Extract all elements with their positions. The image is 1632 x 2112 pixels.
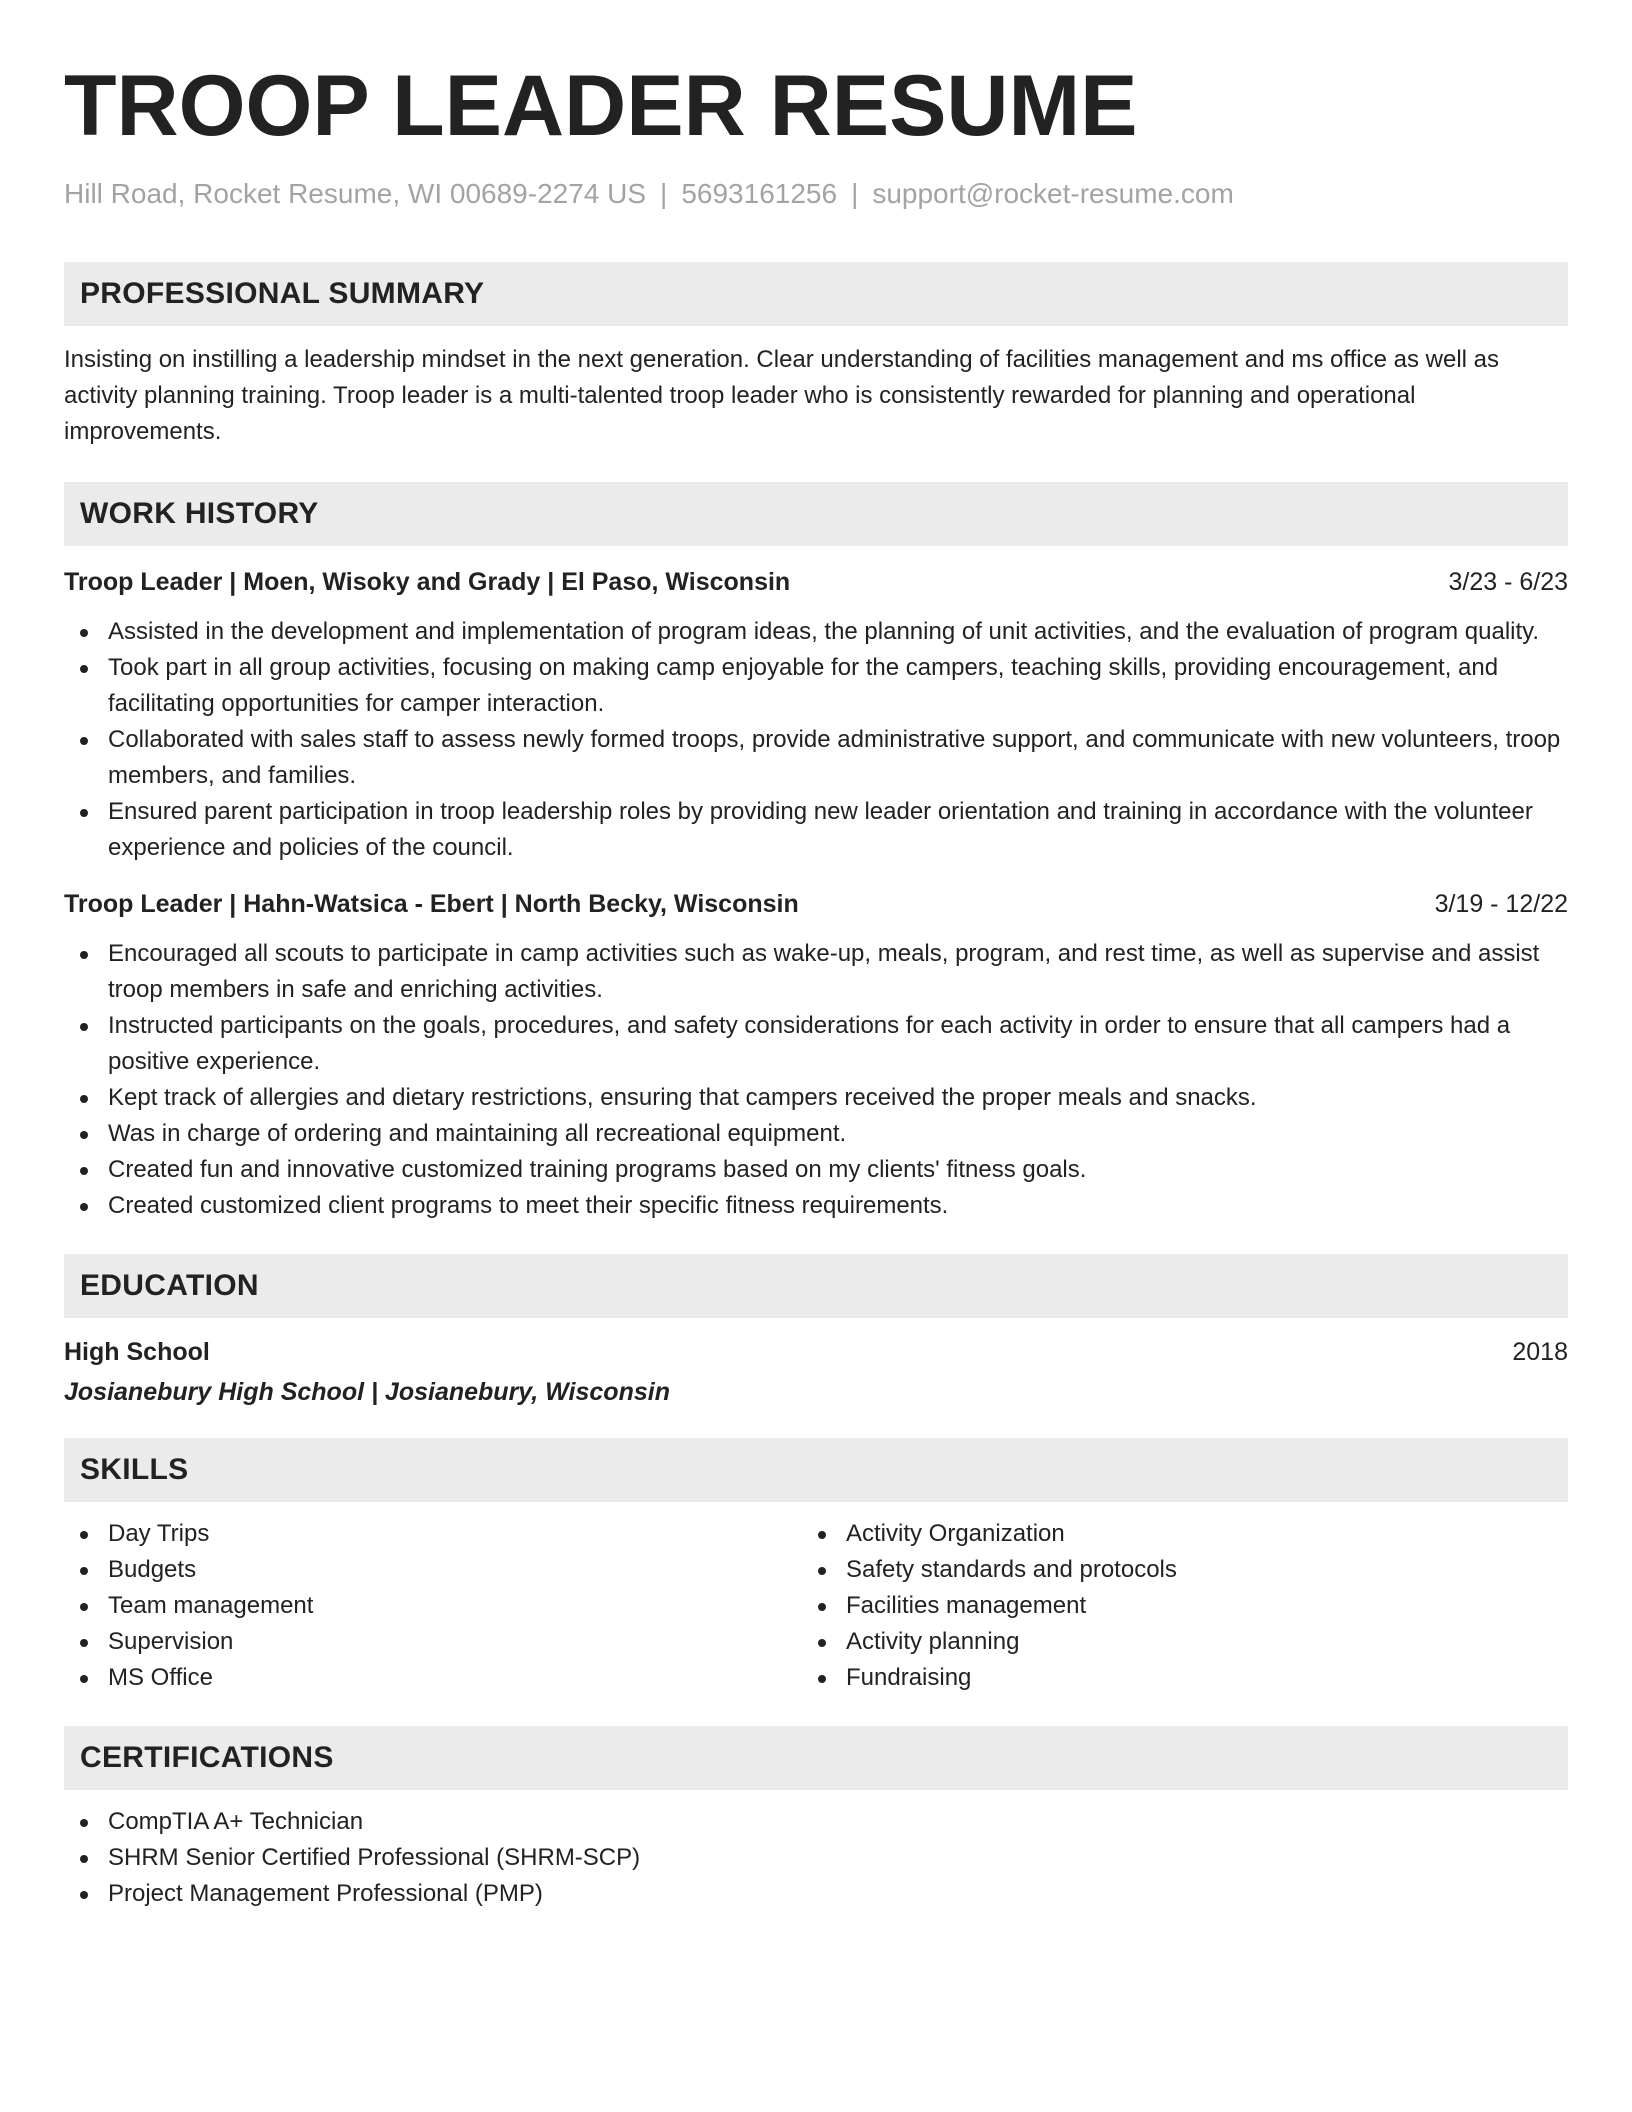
job-bullet: Was in charge of ordering and maintaining all recreational equipment. — [64, 1116, 1568, 1152]
summary-text: Insisting on instilling a leadership mindset in the next generation. Clear understanding of facilities management and ms office as well as activity planning training. Troop leader is a multi-talented troop leader who is consistently rewarded for planning and operational improvements. — [64, 346, 1500, 445]
job-bullet-list — [64, 936, 1568, 1224]
job-bullet: Instructed participants on the goals, procedures, and safety considerations for each activity in order to ensure that all campers had a positive experience. — [64, 1008, 1568, 1080]
skills-column-right — [802, 1516, 1540, 1696]
skill-item: Supervision — [64, 1624, 802, 1660]
education-degree: High School — [64, 1338, 210, 1366]
skill-item: Facilities management — [802, 1588, 1540, 1624]
contact-email: support@rocket-resume.com — [872, 178, 1234, 209]
skills-list — [64, 1516, 802, 1696]
job-bullet-list — [64, 614, 1568, 866]
section-header-education: EDUCATION — [64, 1254, 1568, 1318]
job-bullet: Created fun and innovative customized training programs based on my clients' fitness goals. — [64, 1152, 1568, 1188]
contact-address: Hill Road, Rocket Resume, WI 00689-2274 US — [64, 178, 647, 209]
job-heading-line — [64, 564, 1568, 600]
education-heading-line — [64, 1334, 1568, 1370]
job-entry — [64, 564, 1568, 866]
contact-separator: | — [660, 178, 668, 209]
education-school: Josianebury High School | Josianebury, Wisconsin — [64, 1378, 670, 1406]
job-entry — [64, 886, 1568, 1224]
job-bullet: Collaborated with sales staff to assess newly formed troops, provide administrative support, and communicate with new volunteers, troop members, and families. — [64, 722, 1568, 794]
job-dates: 3/19 - 12/22 — [1434, 890, 1568, 918]
contact-line — [64, 176, 1568, 212]
certification-item: Project Management Professional (PMP) — [64, 1876, 1568, 1912]
education-year: 2018 — [1512, 1338, 1568, 1366]
job-bullet: Ensured parent participation in troop leadership roles by providing new leader orientation and training in accordance with the volunteer experience and policies of the council. — [64, 794, 1568, 866]
certifications-list — [64, 1804, 1568, 1912]
section-header-work-history: WORK HISTORY — [64, 482, 1568, 546]
certification-item: CompTIA A+ Technician — [64, 1804, 1568, 1840]
section-header-certifications: CERTIFICATIONS — [64, 1726, 1568, 1790]
job-heading-line — [64, 886, 1568, 922]
job-dates: 3/23 - 6/23 — [1448, 568, 1568, 596]
section-header-skills: SKILLS — [64, 1438, 1568, 1502]
skills-column-left — [64, 1516, 802, 1696]
skill-item: Budgets — [64, 1552, 802, 1588]
job-bullet: Took part in all group activities, focusing on making camp enjoyable for the campers, teaching skills, providing encouragement, and facilitating opportunities for camper interaction. — [64, 650, 1568, 722]
skills-grid — [64, 1516, 1568, 1696]
job-bullet: Encouraged all scouts to participate in camp activities such as wake-up, meals, program, and rest time, as well as supervise and assist troop members in safe and enriching activities. — [64, 936, 1568, 1008]
skills-list — [802, 1516, 1540, 1696]
skill-item: Safety standards and protocols — [802, 1552, 1540, 1588]
contact-phone: 5693161256 — [681, 178, 838, 209]
skill-item: Activity planning — [802, 1624, 1540, 1660]
skill-item: Team management — [64, 1588, 802, 1624]
job-title: Troop Leader | Moen, Wisoky and Grady | El Paso, Wisconsin — [64, 568, 791, 596]
job-bullet: Kept track of allergies and dietary restrictions, ensuring that campers received the proper meals and snacks. — [64, 1080, 1568, 1116]
skill-item: Day Trips — [64, 1516, 802, 1552]
skill-item: MS Office — [64, 1660, 802, 1696]
skill-item: Activity Organization — [802, 1516, 1540, 1552]
contact-separator: | — [851, 178, 859, 209]
education-entry — [64, 1334, 1568, 1410]
certification-item: SHRM Senior Certified Professional (SHRM-SCP) — [64, 1840, 1568, 1876]
section-header-summary: PROFESSIONAL SUMMARY — [64, 262, 1568, 326]
skill-item: Fundraising — [802, 1660, 1540, 1696]
job-bullet: Created customized client programs to meet their specific fitness requirements. — [64, 1188, 1568, 1224]
job-title: Troop Leader | Hahn-Watsica - Ebert | North Becky, Wisconsin — [64, 890, 799, 918]
resume-title: TROOP LEADER RESUME — [64, 58, 1138, 154]
job-bullet: Assisted in the development and implementation of program ideas, the planning of unit activities, and the evaluation of program quality. — [64, 614, 1568, 650]
